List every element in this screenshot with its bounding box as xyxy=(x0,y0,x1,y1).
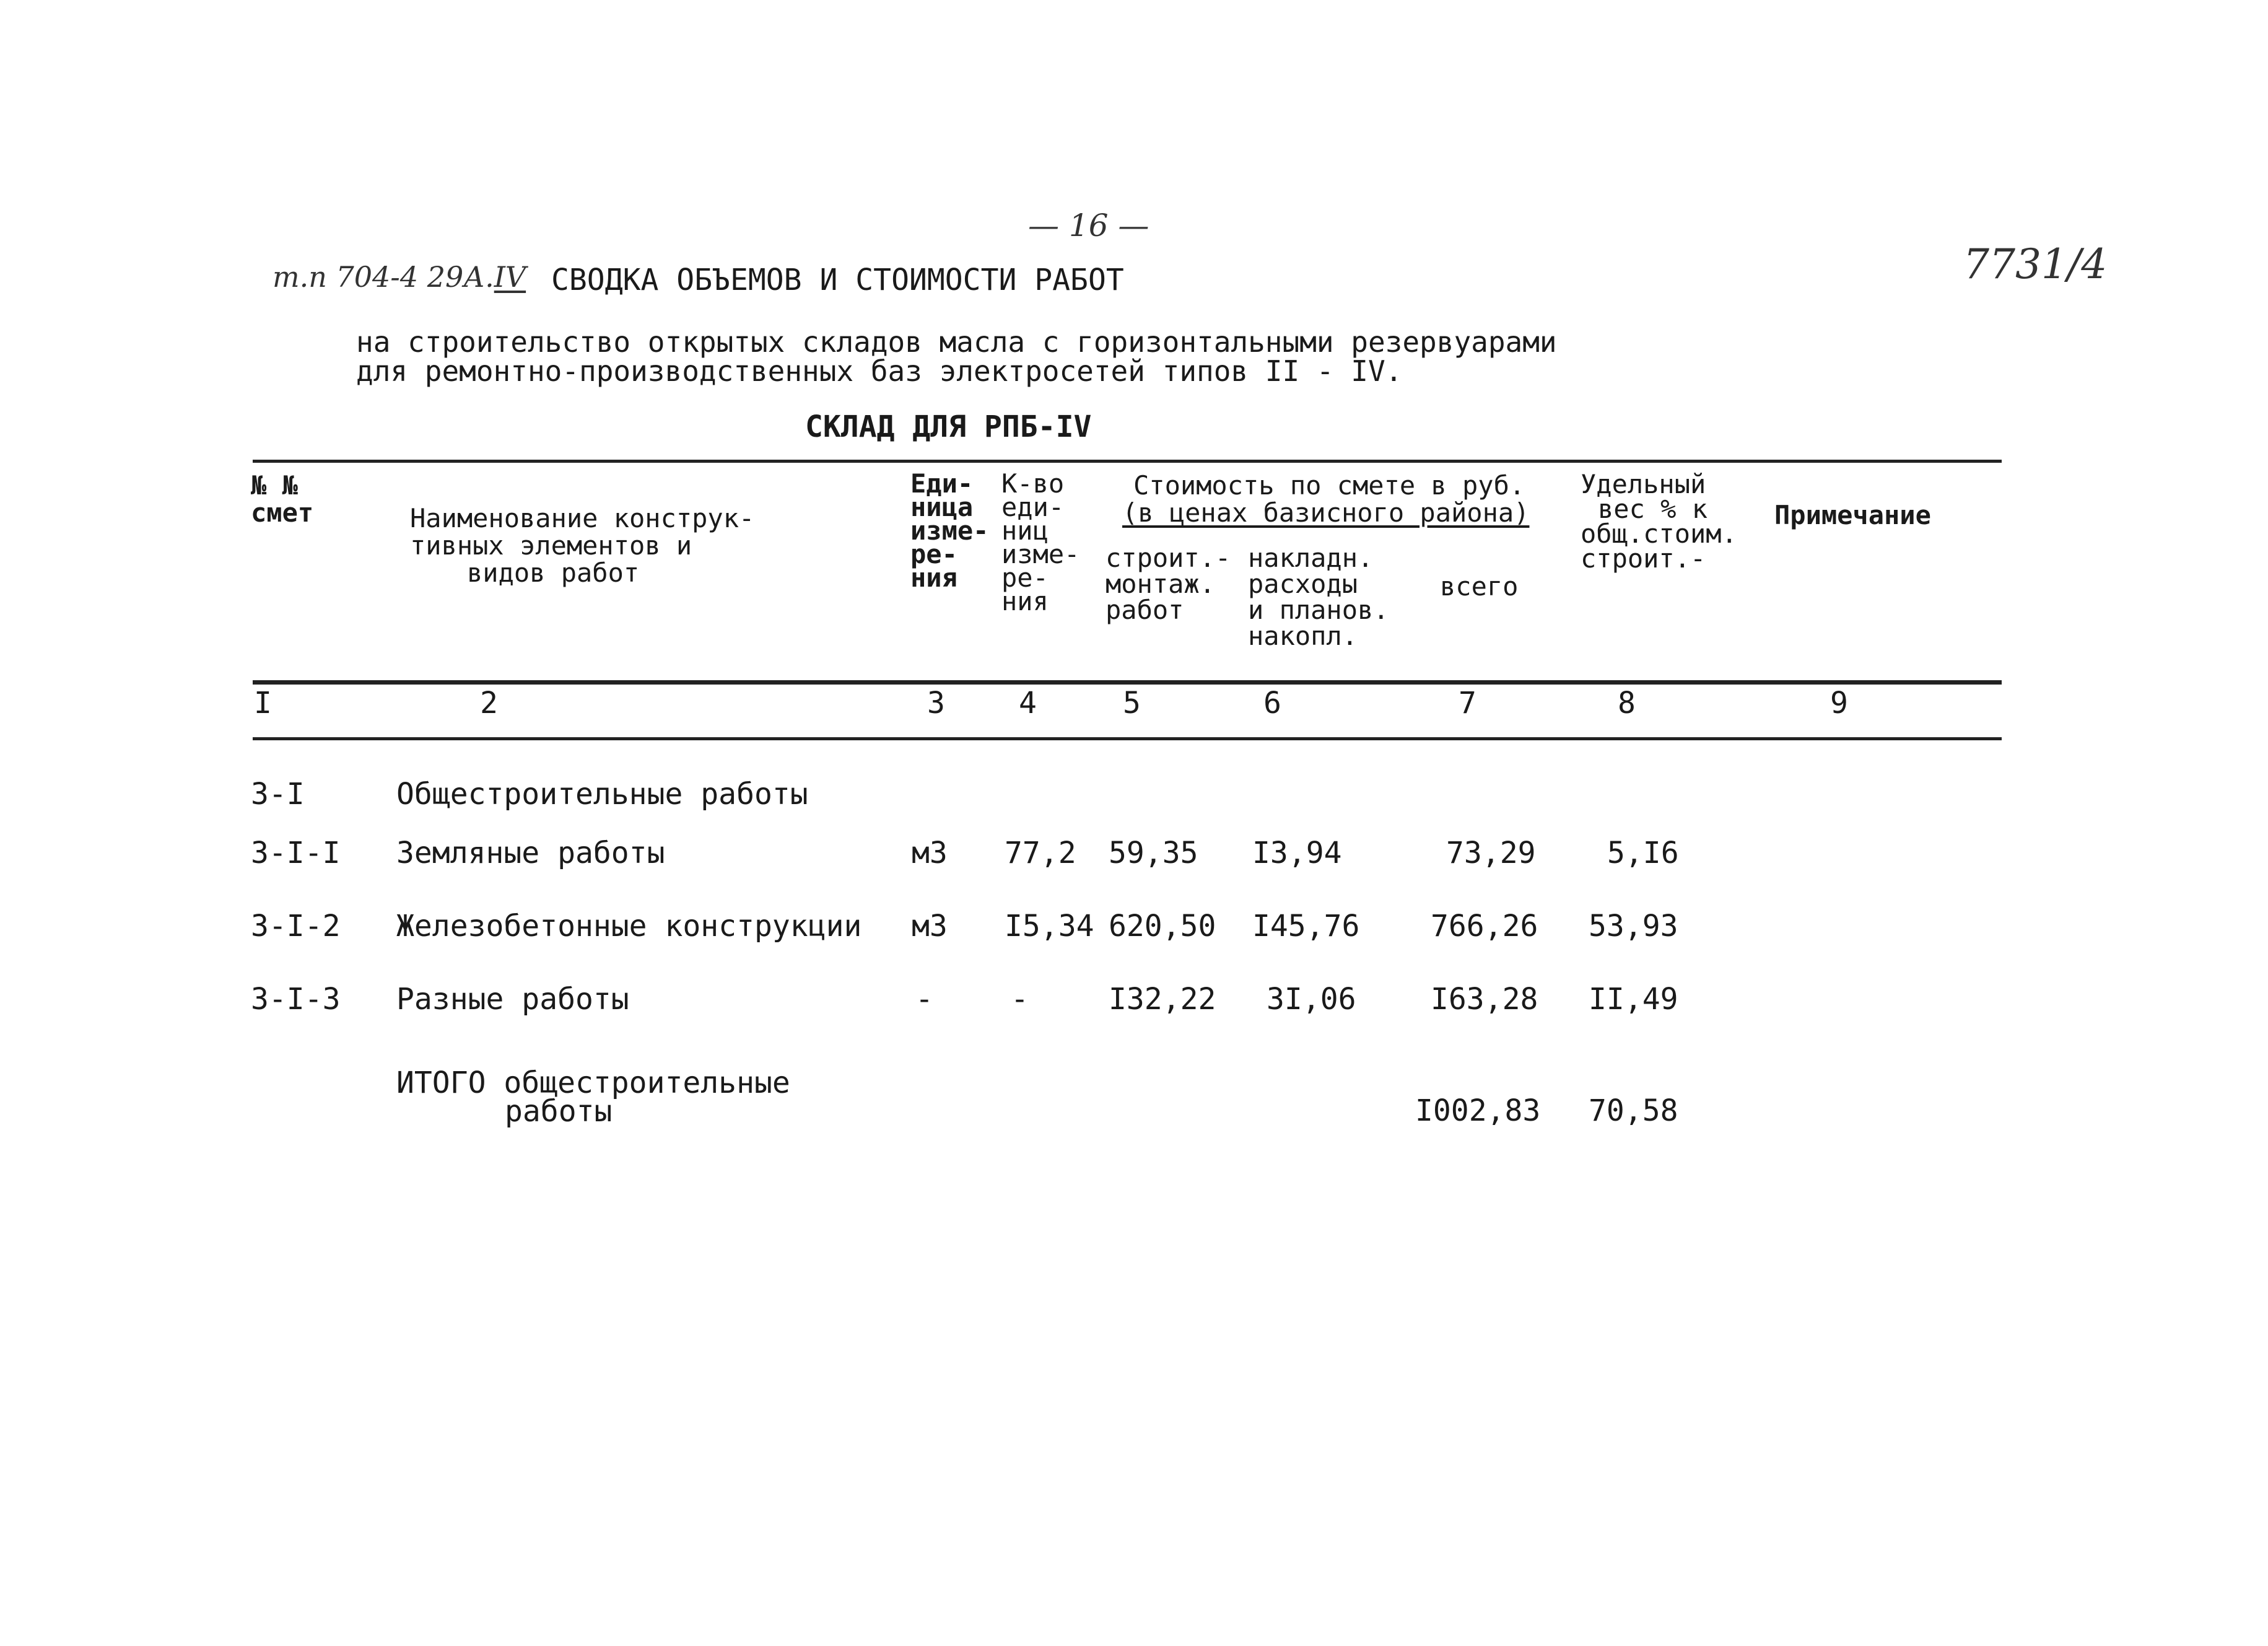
header-bottom-rule xyxy=(253,680,2002,685)
row-total: 766,26 xyxy=(1431,909,1538,943)
header-cost-group: Стоимость по смете в руб. (в ценах базисного района) xyxy=(1122,470,1530,528)
subtitle-line-2: для ремонтно-производственных баз электросетей типов II - IV. xyxy=(356,354,1403,388)
header-col-notes: Примечание xyxy=(1774,500,1931,530)
column-number: 5 xyxy=(1123,686,1141,720)
row-unit: - xyxy=(915,982,933,1017)
document-title: СВОДКА ОБЪЕМОВ И СТОИМОСТИ РАБОТ xyxy=(551,263,1124,297)
row-unit: м3 xyxy=(912,836,948,870)
header-col-overhead: накладн. расходы и планов. накопл. xyxy=(1248,543,1389,651)
row-overhead: 3I,06 xyxy=(1267,982,1356,1017)
stamp-number: 7731/4 xyxy=(1963,240,2108,288)
section-title: СКЛАД ДЛЯ РПБ-IV xyxy=(805,409,1092,444)
row-share: 5,I6 xyxy=(1607,836,1679,870)
document-reference-part: IV xyxy=(494,260,526,294)
document-reference xyxy=(273,260,526,294)
row-total: I63,28 xyxy=(1431,982,1538,1017)
row-total: 73,29 xyxy=(1446,836,1536,870)
column-number: 7 xyxy=(1459,686,1476,720)
column-number: 2 xyxy=(480,686,498,720)
subtitle-line-1: на строительство открытых складов масла с горизонтальными резервуарами xyxy=(356,325,1557,359)
row-quantity: 77,2 xyxy=(1005,836,1076,870)
page-number: — 16 — xyxy=(1028,208,1149,243)
row-overhead: I3,94 xyxy=(1252,836,1342,870)
row-name: Земляные работы xyxy=(396,836,665,870)
header-col-number: № № смет xyxy=(251,470,314,528)
row-overhead: I45,76 xyxy=(1252,909,1360,943)
table-top-rule xyxy=(253,460,2002,463)
row-name: Разные работы xyxy=(396,982,629,1017)
row-share: II,49 xyxy=(1589,982,1678,1017)
row-smr: I32,22 xyxy=(1109,982,1216,1017)
total-share: 70,58 xyxy=(1589,1093,1678,1128)
total-value: I002,83 xyxy=(1415,1093,1541,1128)
row-name: Железобетонные конструкции xyxy=(396,909,862,943)
row-unit: м3 xyxy=(912,909,948,943)
column-number: 3 xyxy=(927,686,945,720)
column-numbers-rule xyxy=(253,737,2002,740)
column-number: I xyxy=(254,686,272,720)
header-col-smr: строит.- монтаж. работ xyxy=(1106,543,1231,625)
column-number: 6 xyxy=(1263,686,1281,720)
total-label: ИТОГО общестроительные работы xyxy=(396,1066,790,1129)
row-quantity: - xyxy=(1011,982,1029,1017)
row-quantity: I5,34 xyxy=(1005,909,1094,943)
row-code: 3-I-2 xyxy=(251,909,341,943)
row-share: 53,93 xyxy=(1589,909,1678,943)
row-name: Общестроительные работы xyxy=(396,777,808,812)
column-number: 4 xyxy=(1019,686,1037,720)
row-code: 3-I-I xyxy=(251,836,341,870)
row-smr: 620,50 xyxy=(1109,909,1216,943)
header-col-quantity: К-во еди- ниц изме- ре- ния xyxy=(1001,468,1080,616)
row-code: 3-I-3 xyxy=(251,982,341,1017)
document-reference-code: т.п 704-4 29А. xyxy=(273,260,494,294)
column-number: 9 xyxy=(1830,686,1848,720)
header-col-total: всего xyxy=(1440,571,1519,602)
row-code: 3-I xyxy=(251,777,305,812)
header-col-name: Наименование конструк- тивных элементов и видов работ xyxy=(410,503,755,588)
column-number: 8 xyxy=(1618,686,1636,720)
header-col-unit: Еди- ница изме- ре- ния xyxy=(910,468,989,593)
row-smr: 59,35 xyxy=(1109,836,1198,870)
header-col-share: Удельный вес % к общ.стоим. строит.- xyxy=(1581,469,1737,574)
